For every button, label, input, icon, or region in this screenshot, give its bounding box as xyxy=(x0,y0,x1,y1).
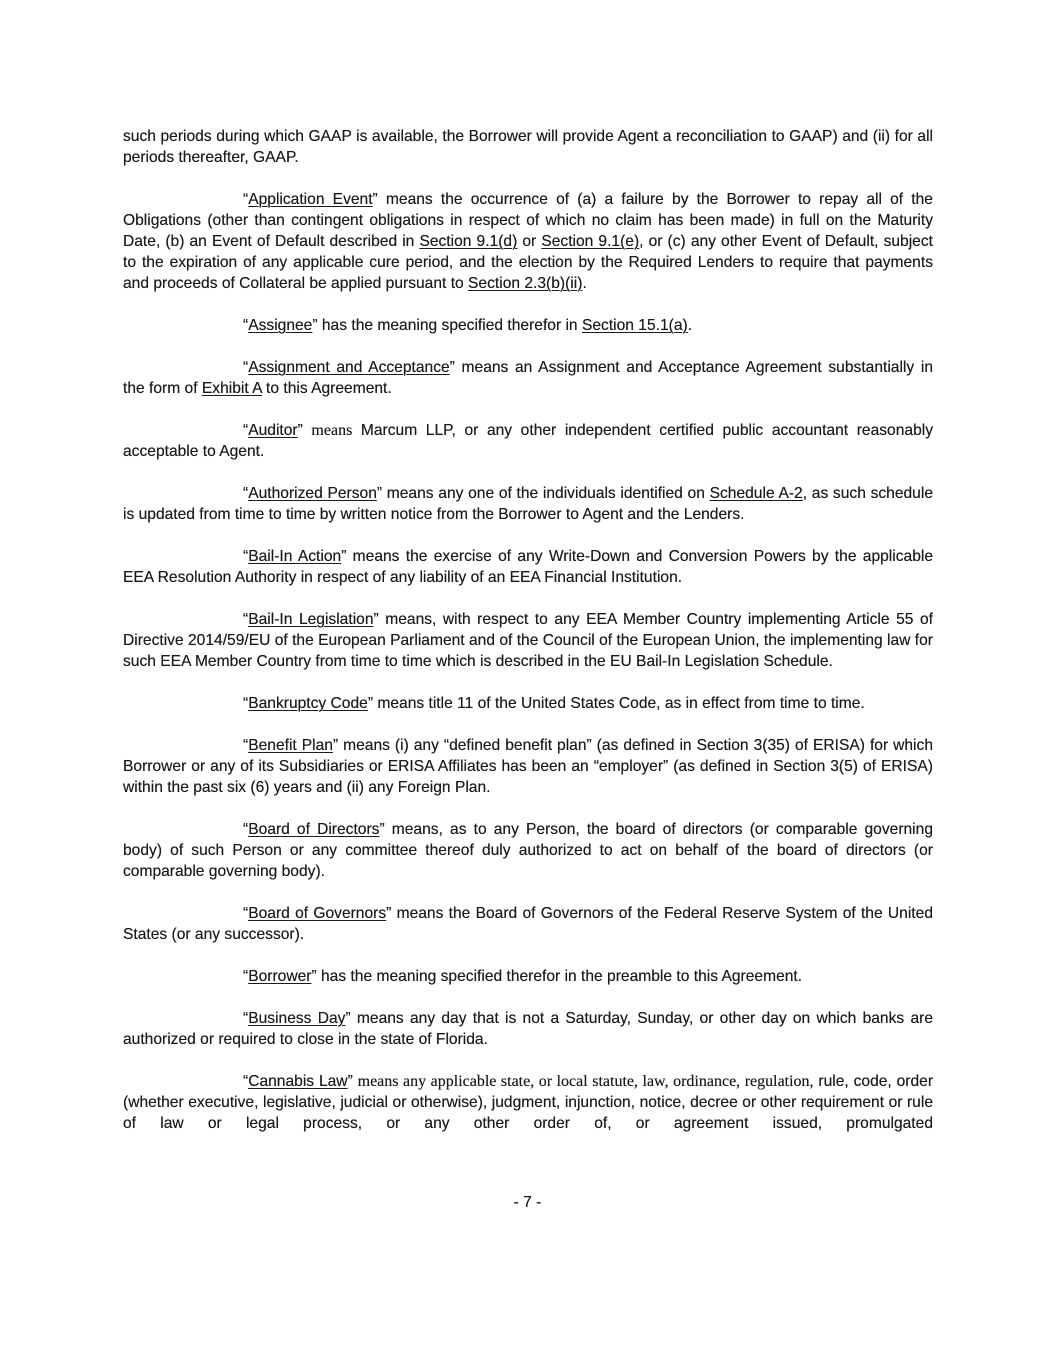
defined-term: Cannabis Law xyxy=(248,1073,348,1090)
text-run: “ xyxy=(243,422,249,439)
text-run: “ xyxy=(243,968,249,985)
text-run: . xyxy=(582,275,587,292)
definition-bail-in-action xyxy=(123,546,933,588)
text-run: “ xyxy=(243,485,249,502)
defined-term: Assignee xyxy=(248,317,313,334)
definition-board-of-governors xyxy=(123,903,933,945)
continuation-paragraph xyxy=(123,126,933,168)
text-run: ” means, with respect to any EEA Member Country implementing Article 55 of Directive 2014/59/EU of the European Parliament and of the Council of the European Union, the implementing law for such EEA Member Country from time to time which is described in the EU Bail-In Legislation Schedule. xyxy=(123,611,933,670)
text-run: means any applicable state, or local statute, law, ordinance, regulation, xyxy=(357,1073,814,1090)
text-run: ” xyxy=(297,422,312,439)
definition-business-day xyxy=(123,1008,933,1050)
text-run: means xyxy=(311,422,353,439)
text-run: “ xyxy=(243,1010,249,1027)
defined-term: Assignment and Acceptance xyxy=(248,359,450,376)
text-run: “ xyxy=(243,317,249,334)
text-run: , or (c) any other Event of Default, subject to the expiration of any applicable cure period, and the election by the Required Lenders to require that payments and proceeds of Collateral be applied pursuant to xyxy=(123,233,933,292)
text-run: such periods during which GAAP is available, the Borrower will provide Agent a reconciliation to GAAP) and (ii) for all periods thereafter, GAAP. xyxy=(123,128,933,166)
text-run: “ xyxy=(243,1073,249,1090)
defined-term: Board of Directors xyxy=(248,821,380,838)
text-run: or xyxy=(517,233,542,250)
defined-term: Bankruptcy Code xyxy=(248,695,368,712)
text-run: ” means any day that is not a Saturday, Sunday, or other day on which banks are authorized or required to close in the state of Florida. xyxy=(123,1010,933,1048)
text-run: rule, code, order (whether executive, legislative, judicial or otherwise), judgment, injunction, notice, decree or other requirement or rule of law or legal process, or any other order of, or agreement issued, promulgated xyxy=(123,1073,934,1132)
definition-benefit-plan xyxy=(123,735,933,798)
definition-bail-in-legislation xyxy=(123,609,933,672)
text-run: “ xyxy=(243,191,249,208)
definition-borrower xyxy=(123,966,933,987)
definition-board-of-directors xyxy=(123,819,933,882)
text-run: “ xyxy=(243,611,249,628)
text-run: Marcum LLP, or any other independent certified public accountant reasonably acceptable to Agent. xyxy=(123,422,933,460)
text-run: ” means (i) any “defined benefit plan” (as defined in Section 3(35) of ERISA) for which Borrower or any of its Subsidiaries or ERISA Affiliates has been an “employer” (as defined in Section 3(5) of ERISA) within the past six (6) years and (ii) any Foreign Plan. xyxy=(123,737,933,796)
text-run: ” means, as to any Person, the board of directors (or comparable governing body) of such Person or any committee thereof duly authorized to act on behalf of the board of directors (or comparable governing body). xyxy=(123,821,933,880)
cross-reference: Schedule A-2 xyxy=(709,485,803,502)
defined-term: Application Event xyxy=(248,191,373,208)
defined-term: Business Day xyxy=(248,1010,346,1027)
text-run: “ xyxy=(243,905,249,922)
defined-term: Authorized Person xyxy=(248,485,377,502)
definition-auditor xyxy=(123,420,933,462)
defined-term: Borrower xyxy=(248,968,312,985)
text-run: , as such schedule is updated from time to time by written notice from the Borrower to Agent and the Lenders. xyxy=(123,485,933,523)
text-run: ” means any one of the individuals identified on xyxy=(376,485,710,502)
cross-reference: Section 9.1(d) xyxy=(419,233,518,250)
definition-assignee xyxy=(123,315,933,336)
text-run: ” xyxy=(347,1073,358,1090)
defined-term: Auditor xyxy=(248,422,298,439)
cross-reference: Section 9.1(e) xyxy=(541,233,640,250)
defined-term: Board of Governors xyxy=(248,905,387,922)
text-run: “ xyxy=(243,821,249,838)
text-run: ” means the occurrence of (a) a failure by the Borrower to repay all of the Obligations (other than contingent obligations in respect of which no claim has been made) in full on the Maturity Date, (b) an Event of Default described in xyxy=(123,191,933,250)
text-run: ” means the Board of Governors of the Federal Reserve System of the United States (or any successor). xyxy=(123,905,933,943)
text-run: “ xyxy=(243,359,249,376)
document-body xyxy=(123,126,933,1155)
defined-term: Bail-In Action xyxy=(248,548,342,565)
page-number: - 7 - xyxy=(513,1194,542,1211)
text-run: ” means title 11 of the United States Code, as in effect from time to time. xyxy=(367,695,865,712)
defined-term: Bail-In Legislation xyxy=(248,611,374,628)
text-run: “ xyxy=(243,548,249,565)
definition-assignment-and-acceptance xyxy=(123,357,933,399)
definition-authorized-person xyxy=(123,483,933,525)
text-run: ” has the meaning specified therefor in the preamble to this Agreement. xyxy=(311,968,803,985)
definition-cannabis-law xyxy=(123,1071,933,1134)
definition-bankruptcy-code xyxy=(123,693,933,714)
text-run: ” means the exercise of any Write-Down and Conversion Powers by the applicable EEA Resolution Authority in respect of any liability of an EEA Financial Institution. xyxy=(123,548,934,586)
text-run: ” means an Assignment and Acceptance Agreement substantially in the form of xyxy=(123,359,934,397)
cross-reference: Section 2.3(b)(ii) xyxy=(468,275,583,292)
definition-application-event xyxy=(123,189,933,294)
cross-reference: Section 15.1(a) xyxy=(581,317,688,334)
text-run: “ xyxy=(243,695,249,712)
text-run: “ xyxy=(243,737,249,754)
text-run: . xyxy=(687,317,693,334)
cross-reference: Exhibit A xyxy=(201,380,262,397)
text-run: ” has the meaning specified therefor in xyxy=(312,317,582,334)
defined-term: Benefit Plan xyxy=(248,737,333,754)
text-run: to this Agreement. xyxy=(261,380,392,397)
